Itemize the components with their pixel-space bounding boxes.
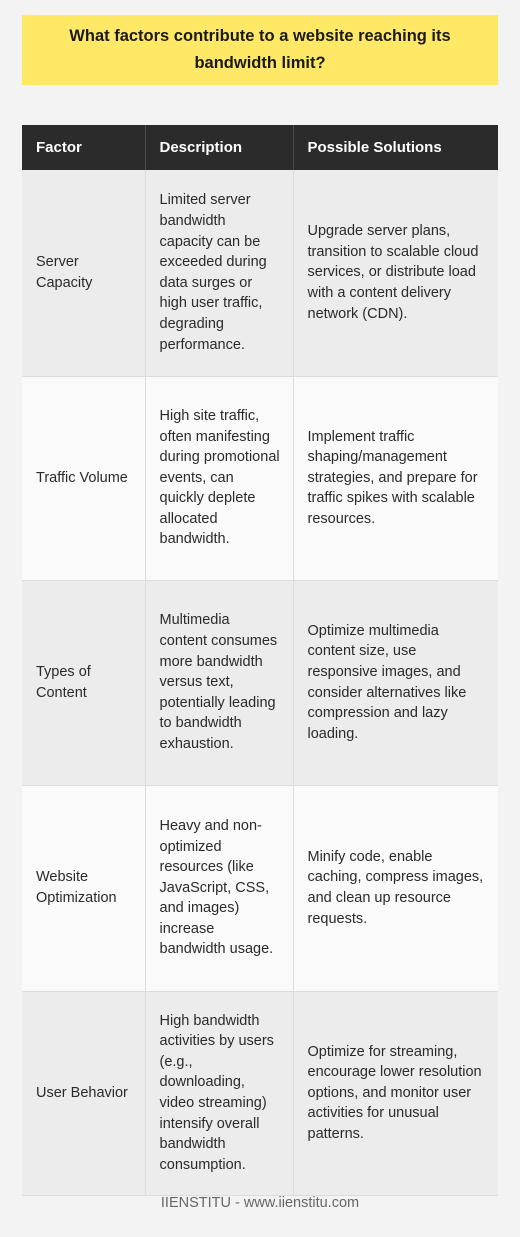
header-description: Description — [145, 125, 293, 170]
cell-solutions: Optimize multimedia content size, use responsive images, and consider alternatives like compression and lazy loading. — [293, 580, 498, 785]
cell-factor: Types of Content — [22, 580, 145, 785]
table-row — [22, 991, 498, 1195]
cell-solutions: Upgrade server plans, transition to scalable cloud services, or distribute load with a content delivery network (CDN). — [293, 170, 498, 376]
table-body — [22, 170, 498, 1195]
cell-description: High site traffic, often manifesting during promotional events, can quickly deplete allocated bandwidth. — [145, 376, 293, 580]
cell-factor: User Behavior — [22, 991, 145, 1195]
header-factor: Factor — [22, 125, 145, 170]
table-header — [22, 125, 498, 170]
cell-description: High bandwidth activities by users (e.g., downloading, video streaming) intensify overall bandwidth consumption. — [145, 991, 293, 1195]
cell-factor: Website Optimization — [22, 785, 145, 991]
table-row — [22, 580, 498, 785]
cell-factor: Traffic Volume — [22, 376, 145, 580]
table-row — [22, 376, 498, 580]
factors-table — [22, 125, 498, 1196]
cell-solutions: Minify code, enable caching, compress images, and clean up resource requests. — [293, 785, 498, 991]
table-row — [22, 785, 498, 991]
page-title-text: What factors contribute to a website reaching its bandwidth limit? — [69, 27, 451, 72]
header-solutions: Possible Solutions — [293, 125, 498, 170]
cell-description: Multimedia content consumes more bandwidth versus text, potentially leading to bandwidth exhaustion. — [145, 580, 293, 785]
page-title — [22, 15, 498, 85]
footer-credit: IIENSTITU - www.iienstitu.com — [160, 1195, 360, 1211]
table-header-row — [22, 125, 498, 170]
cell-description: Heavy and non-optimized resources (like JavaScript, CSS, and images) increase bandwidth usage. — [145, 785, 293, 991]
cell-description: Limited server bandwidth capacity can be exceeded during data surges or high user traffic, degrading performance. — [145, 170, 293, 376]
table-row — [22, 170, 498, 376]
cell-factor: Server Capacity — [22, 170, 145, 376]
cell-solutions: Implement traffic shaping/management strategies, and prepare for traffic spikes with scalable resources. — [293, 376, 498, 580]
cell-solutions: Optimize for streaming, encourage lower resolution options, and monitor user activities for unusual patterns. — [293, 991, 498, 1195]
